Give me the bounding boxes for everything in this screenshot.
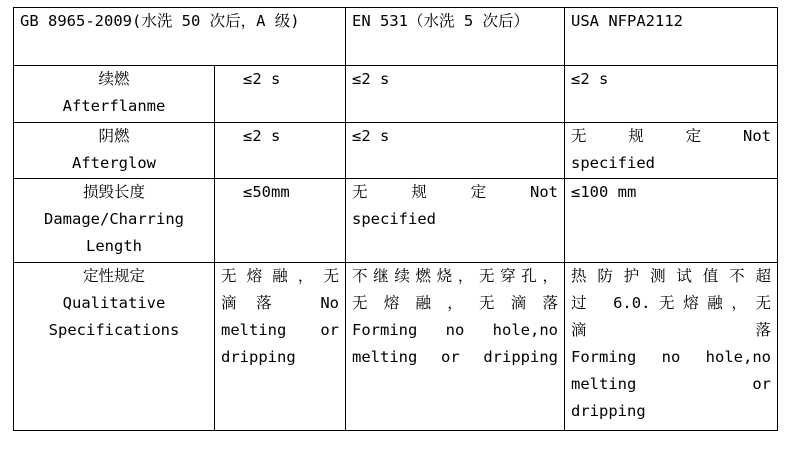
label-en: Damage/Charring [44,210,184,228]
header-row [14,8,778,66]
cell-line: 滴 落 [571,321,772,339]
table-row [14,179,778,263]
header-usa-nfpa2112: USA NFPA2112 [565,8,778,66]
row-label-afterflame [14,66,215,123]
cell-line: 滴落 No [221,294,340,312]
header-en531: EN 531（水洗 5 次后） [346,8,565,66]
cell-line: specified [352,210,437,228]
cell-line: dripping [221,348,296,366]
cell-line: Forming no hole,no [571,348,772,366]
cell-en-qualitative [346,263,565,431]
table-row [14,123,778,179]
label-cn: 定性规定 [82,267,145,285]
cell-line: 无 规 定 Not [571,127,772,145]
row-label-qualitative [14,263,215,431]
cell-line: Forming no hole,no [352,321,559,339]
cell-line: 不继续燃烧，无穿孔， [352,267,559,285]
label-en: Afterglow [72,154,156,172]
header-gb8965: GB 8965-2009(水洗 50 次后，A 级) [14,8,346,66]
cell-gb-damage: ≤50mm [215,179,346,263]
label-en: Specifications [48,321,180,339]
cell-usa-afterflame: ≤2 s [565,66,778,123]
row-label-afterglow [14,123,215,179]
label-cn: 损毁长度 [82,183,145,201]
cell-line: melting or dripping [352,348,559,366]
cell-line: melting or [571,375,772,393]
specification-table [13,7,778,431]
cell-line: 无 规 定 Not [352,183,559,201]
cell-line: 过 6.0.无熔融，无 [571,294,772,312]
cell-usa-qualitative [565,263,778,431]
label-cn: 阴燃 [98,127,130,145]
cell-usa-damage: ≤100 mm [565,179,778,263]
label-en: Afterflanme [62,97,166,115]
cell-gb-afterglow: ≤2 s [215,123,346,179]
cell-en-afterglow: ≤2 s [346,123,565,179]
cell-usa-afterglow [565,123,778,179]
row-label-damage-length [14,179,215,263]
cell-line: 无熔融，无 [221,267,340,285]
cell-gb-qualitative [215,263,346,431]
label-en: Qualitative [62,294,166,312]
cell-line: melting or [221,321,340,339]
table-row [14,263,778,431]
label-en: Length [86,237,142,255]
cell-gb-afterflame: ≤2 s [215,66,346,123]
cell-line: specified [571,154,656,172]
cell-line: 热防护测试值不超 [571,267,772,285]
table-row [14,66,778,123]
cell-en-afterflame: ≤2 s [346,66,565,123]
cell-line: dripping [571,402,646,420]
cell-en-damage [346,179,565,263]
cell-line: 无 熔 融 ， 无 滴 落 [352,294,559,312]
label-cn: 续燃 [98,70,130,88]
